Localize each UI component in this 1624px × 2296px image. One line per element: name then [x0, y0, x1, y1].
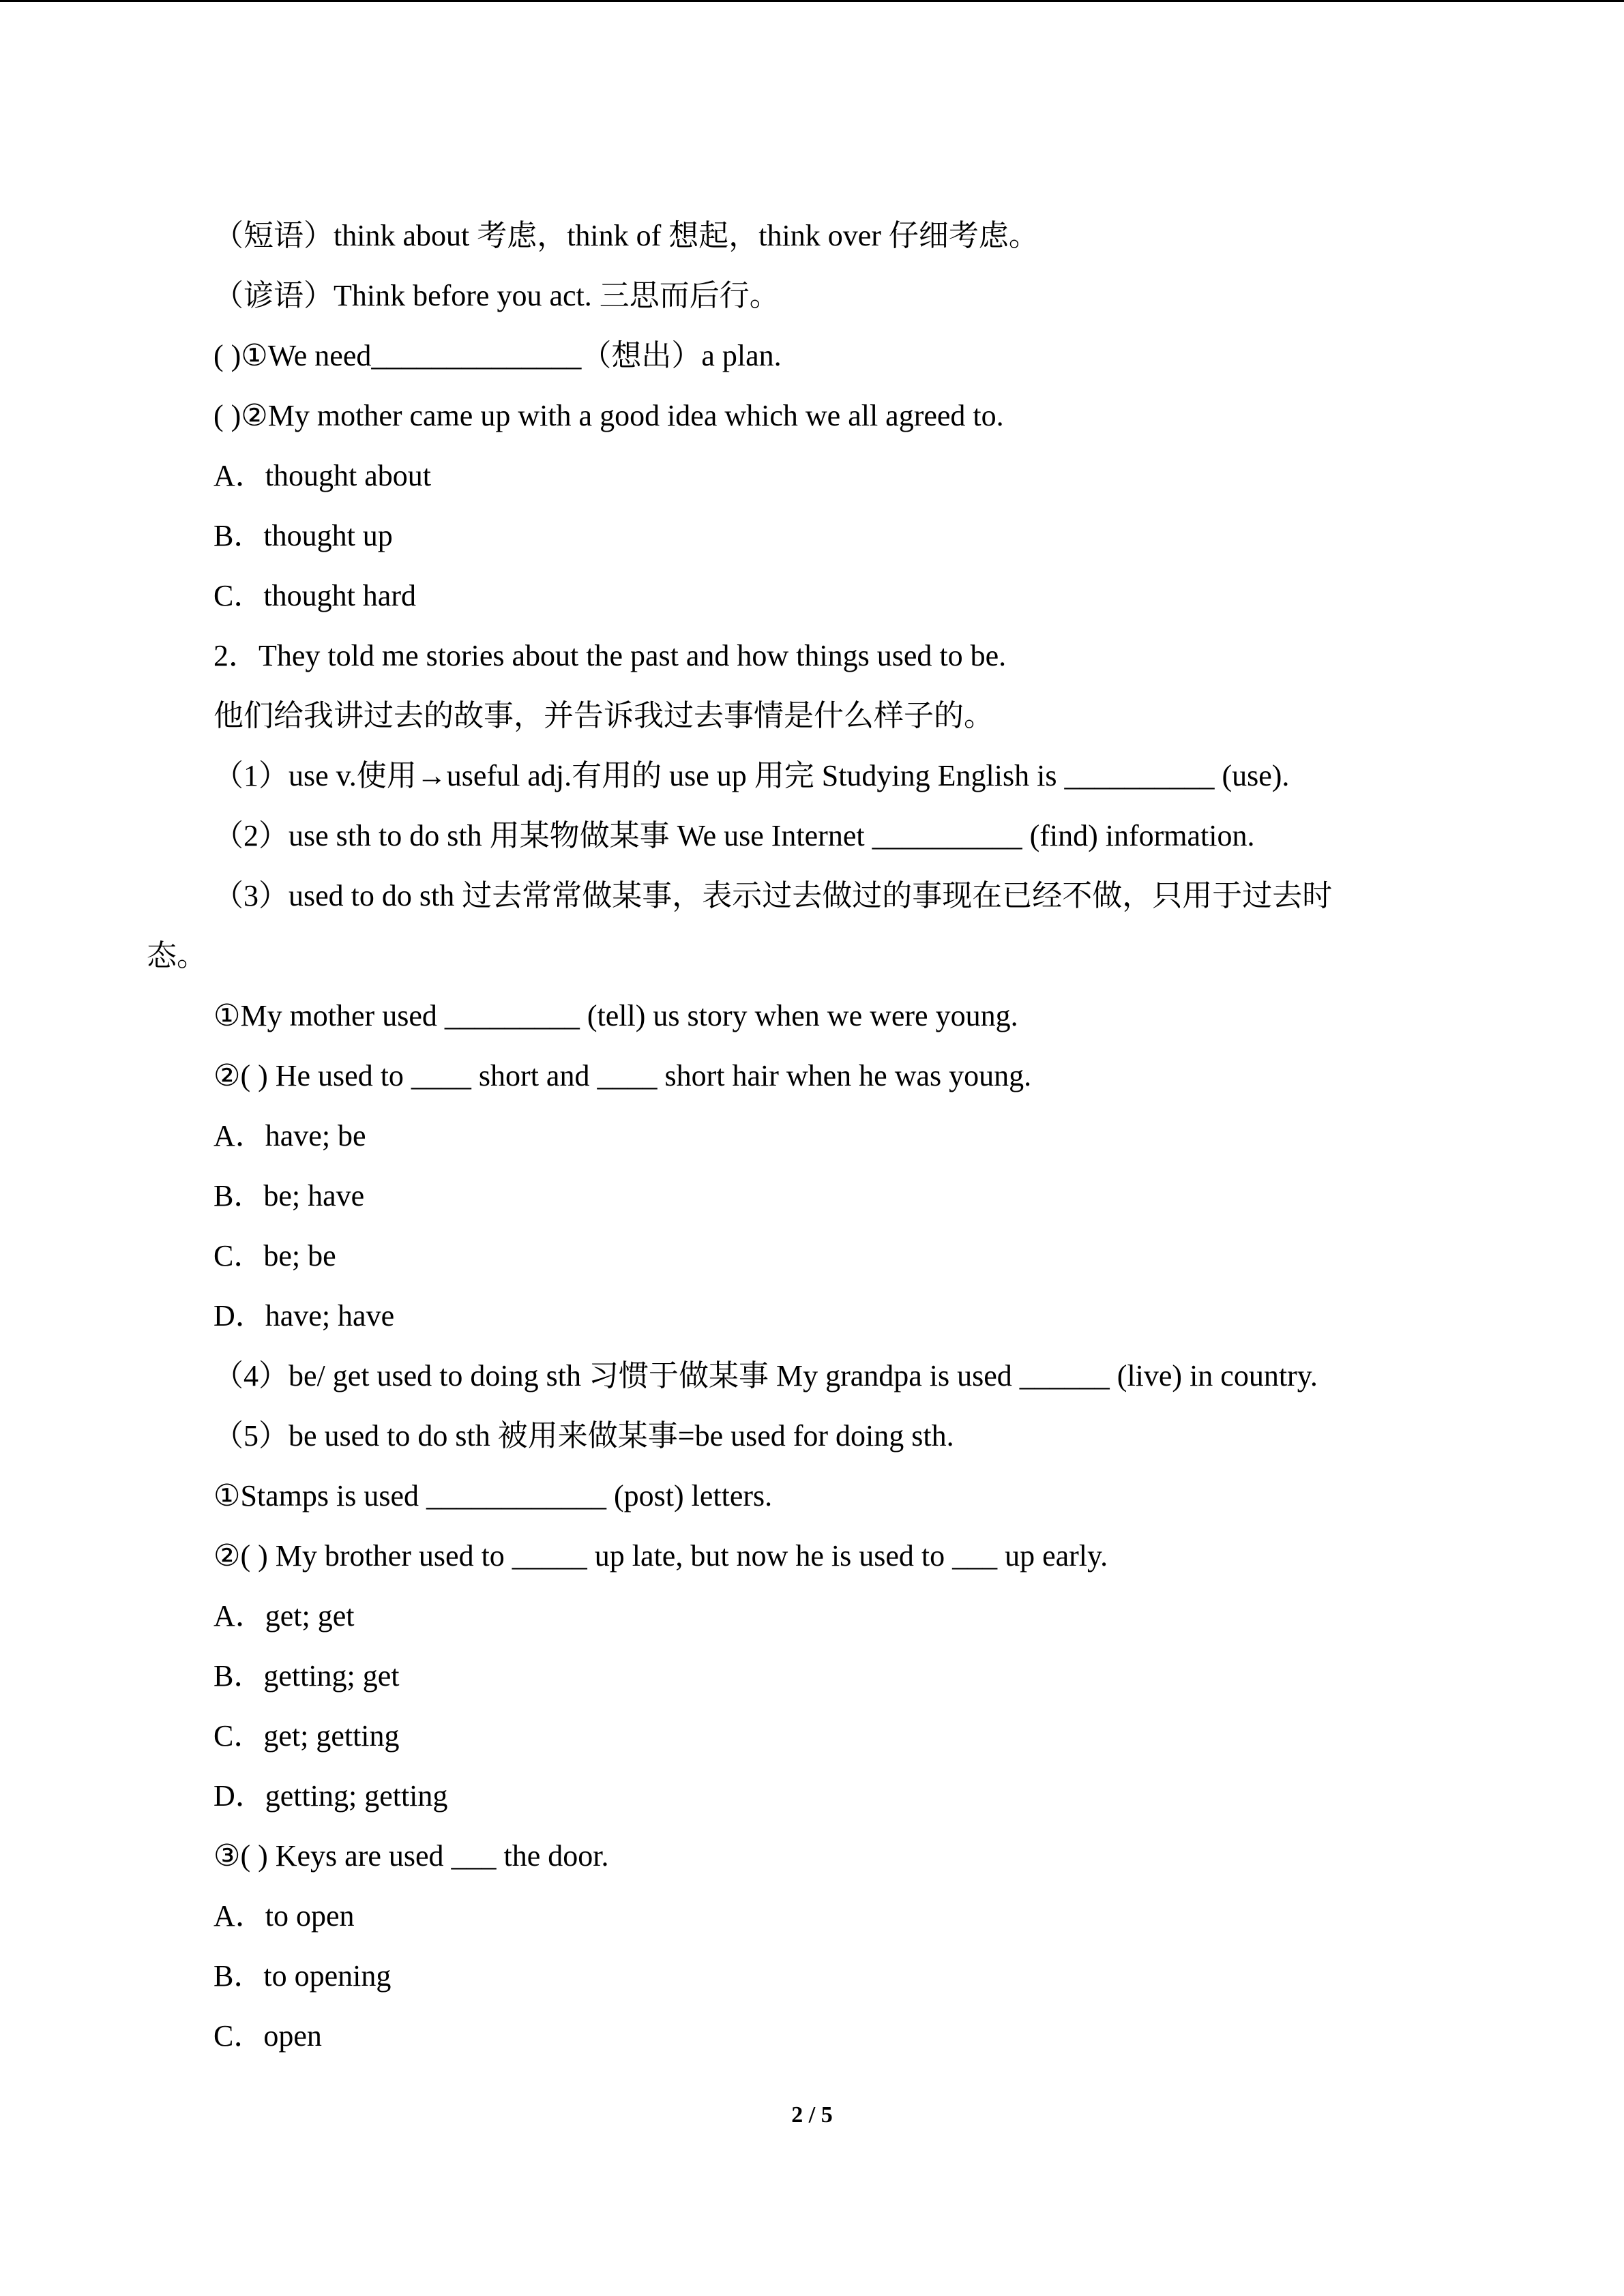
option-c: C．thought hard — [213, 579, 416, 612]
option-b: B．thought up — [213, 519, 393, 552]
usage-note-3-cont: 态。 — [147, 939, 207, 972]
option-a: A．thought about — [213, 459, 431, 492]
option-c: C．get; getting — [213, 1719, 400, 1753]
page-number: 2 / 5 — [791, 2102, 833, 2128]
exercise-3-1: ①My mother used _________ (tell) us story when we were young. — [213, 999, 1018, 1032]
sentence-2: 2．They told me stories about the past and how things used to be. — [213, 639, 1007, 672]
exercise-3-2: ②( ) He used to ____ short and ____ short hair when he was young. — [213, 1059, 1032, 1092]
phrase-note: （短语）think about 考虑，think of 想起，think over 仔细考虑。 — [213, 219, 1039, 252]
option-c: C．be; be — [213, 1239, 336, 1272]
option-b: B．be; have — [213, 1179, 365, 1212]
usage-note-1: （1）use v.使用→useful adj.有用的 use up 用完 Studying English is __________ (use). — [213, 759, 1290, 792]
question-1-1: ( )①We need______________（想出）a plan. — [213, 339, 782, 372]
exercise-5-1: ①Stamps is used ____________ (post) letters. — [213, 1479, 773, 1512]
usage-note-2: （2）use sth to do sth 用某物做某事 We use Internet __________ (find) information. — [213, 819, 1255, 852]
option-a: A．to open — [213, 1899, 355, 1933]
option-d: D．have; have — [213, 1299, 395, 1332]
option-a: A．get; get — [213, 1599, 355, 1632]
usage-note-5: （5）be used to do sth 被用来做某事=be used for doing sth. — [213, 1419, 954, 1452]
option-c: C．open — [213, 2019, 322, 2053]
option-d: D．getting; getting — [213, 1779, 448, 1813]
proverb-note: （谚语）Think before you act. 三思而后行。 — [213, 279, 780, 312]
option-b: B．to opening — [213, 1959, 392, 1993]
sentence-2-translation: 他们给我讲过去的故事，并告诉我过去事情是什么样子的。 — [213, 699, 994, 732]
exercise-5-3: ③( ) Keys are used ___ the door. — [213, 1839, 609, 1873]
exercise-5-2: ②( ) My brother used to _____ up late, but now he is used to ___ up early. — [213, 1539, 1108, 1572]
question-1-2: ( )②My mother came up with a good idea which we all agreed to. — [213, 399, 1004, 432]
usage-note-4: （4）be/ get used to doing sth 习惯于做某事 My grandpa is used ______ (live) in country. — [213, 1359, 1318, 1392]
option-a: A．have; be — [213, 1119, 366, 1152]
usage-note-3: （3）used to do sth 过去常常做某事，表示过去做过的事现在已经不做，只用于过去时 — [213, 879, 1333, 912]
option-b: B．getting; get — [213, 1659, 400, 1693]
top-border-rule — [0, 0, 1624, 2]
